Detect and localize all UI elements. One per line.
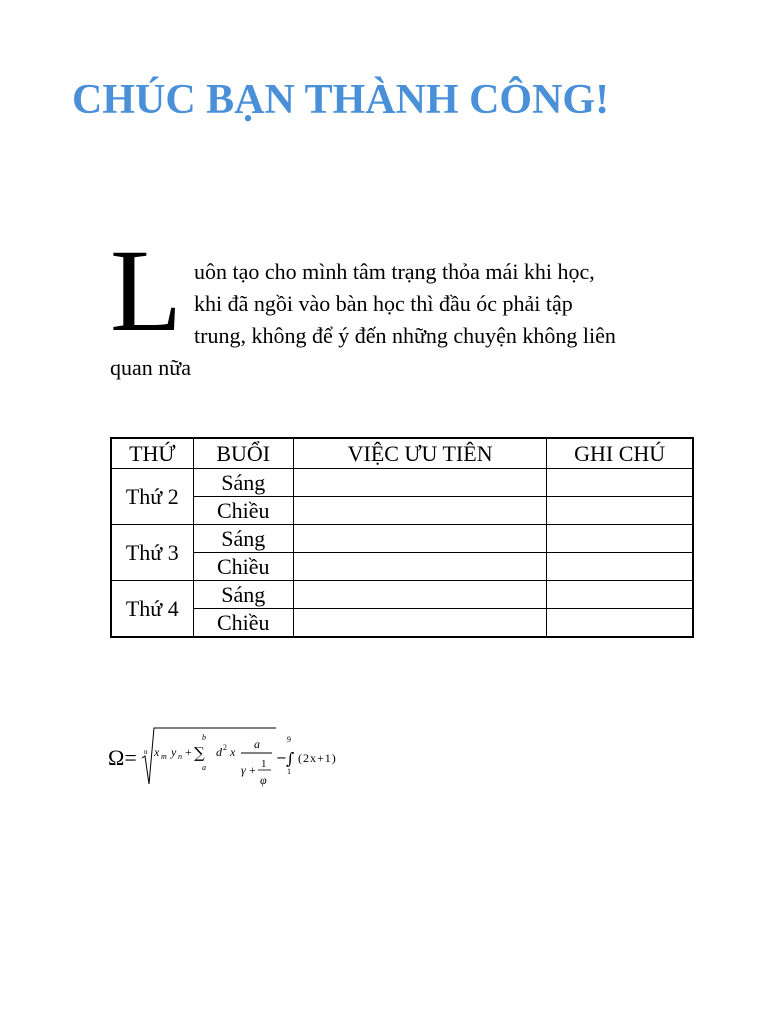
- priority-task-cell[interactable]: [293, 469, 546, 497]
- table-row: [111, 497, 693, 525]
- note-cell[interactable]: [547, 497, 693, 525]
- note-cell[interactable]: [547, 525, 693, 553]
- priority-task-cell[interactable]: [293, 553, 546, 581]
- plus-sign: +: [185, 745, 192, 759]
- priority-task-cell[interactable]: [293, 497, 546, 525]
- exp-2: 2: [223, 743, 227, 752]
- session-cell: Chiều: [193, 553, 293, 581]
- header-note: GHI CHÚ: [547, 438, 693, 469]
- paragraph-line: uôn tạo cho mình tâm trạng thỏa mái khi học,: [194, 259, 595, 284]
- var-d: d: [216, 745, 222, 759]
- phi-symbol: φ: [260, 773, 267, 787]
- priority-task-cell[interactable]: [293, 525, 546, 553]
- session-cell: Chiều: [193, 609, 293, 638]
- formula-lhs: Ω=: [108, 745, 137, 770]
- drop-cap-letter: L: [110, 225, 183, 356]
- sum-icon: ∑: [194, 744, 205, 762]
- paragraph-line: khi đã ngồi vào bàn học thì đầu óc phải tập: [194, 291, 573, 316]
- math-formula: [108, 722, 368, 792]
- sub-n: n: [178, 752, 182, 761]
- session-cell: Sáng: [193, 469, 293, 497]
- table-row: [111, 609, 693, 638]
- day-cell: Thứ 4: [111, 581, 193, 638]
- table-row: [111, 553, 693, 581]
- gamma-symbol: γ: [241, 763, 246, 777]
- var-y: y: [171, 745, 177, 759]
- frac-numerator: a: [254, 737, 260, 751]
- sum-upper: b: [202, 733, 206, 742]
- note-cell[interactable]: [547, 581, 693, 609]
- paragraph-line: trung, không để ý đến những chuyện không liên: [194, 323, 616, 348]
- session-cell: Chiều: [193, 497, 293, 525]
- var-x2: x: [230, 745, 236, 759]
- priority-task-cell[interactable]: [293, 581, 546, 609]
- header-priority-task: VIỆC ƯU TIÊN: [293, 438, 546, 469]
- page-title: CHÚC BẠN THÀNH CÔNG!: [72, 77, 610, 123]
- root-index: n: [144, 748, 148, 756]
- integral-icon: ∫: [286, 749, 295, 768]
- day-cell: Thứ 3: [111, 525, 193, 581]
- day-cell: Thứ 2: [111, 469, 193, 525]
- header-session: BUỔI: [193, 438, 293, 469]
- paragraph-line: quan nữa: [110, 355, 191, 380]
- integral-lower: 1: [287, 767, 291, 776]
- header-day: THỨ: [111, 438, 193, 469]
- integrand: (2x+1): [298, 751, 337, 765]
- schedule-table: [110, 437, 694, 638]
- table-row: [111, 525, 693, 553]
- note-cell[interactable]: [547, 609, 693, 638]
- plus-sign: +: [249, 763, 256, 777]
- integral-upper: 9: [287, 735, 291, 744]
- session-cell: Sáng: [193, 581, 293, 609]
- table-row: [111, 581, 693, 609]
- sub-m: m: [161, 752, 167, 761]
- inner-numerator: 1: [261, 758, 267, 770]
- var-x: x: [154, 745, 160, 759]
- minus-sign: −: [276, 751, 287, 766]
- note-cell[interactable]: [547, 469, 693, 497]
- priority-task-cell[interactable]: [293, 609, 546, 638]
- table-row: [111, 469, 693, 497]
- sum-lower: a: [202, 763, 206, 772]
- table-header-row: [111, 438, 693, 469]
- intro-paragraph: [110, 256, 695, 384]
- note-cell[interactable]: [547, 553, 693, 581]
- session-cell: Sáng: [193, 525, 293, 553]
